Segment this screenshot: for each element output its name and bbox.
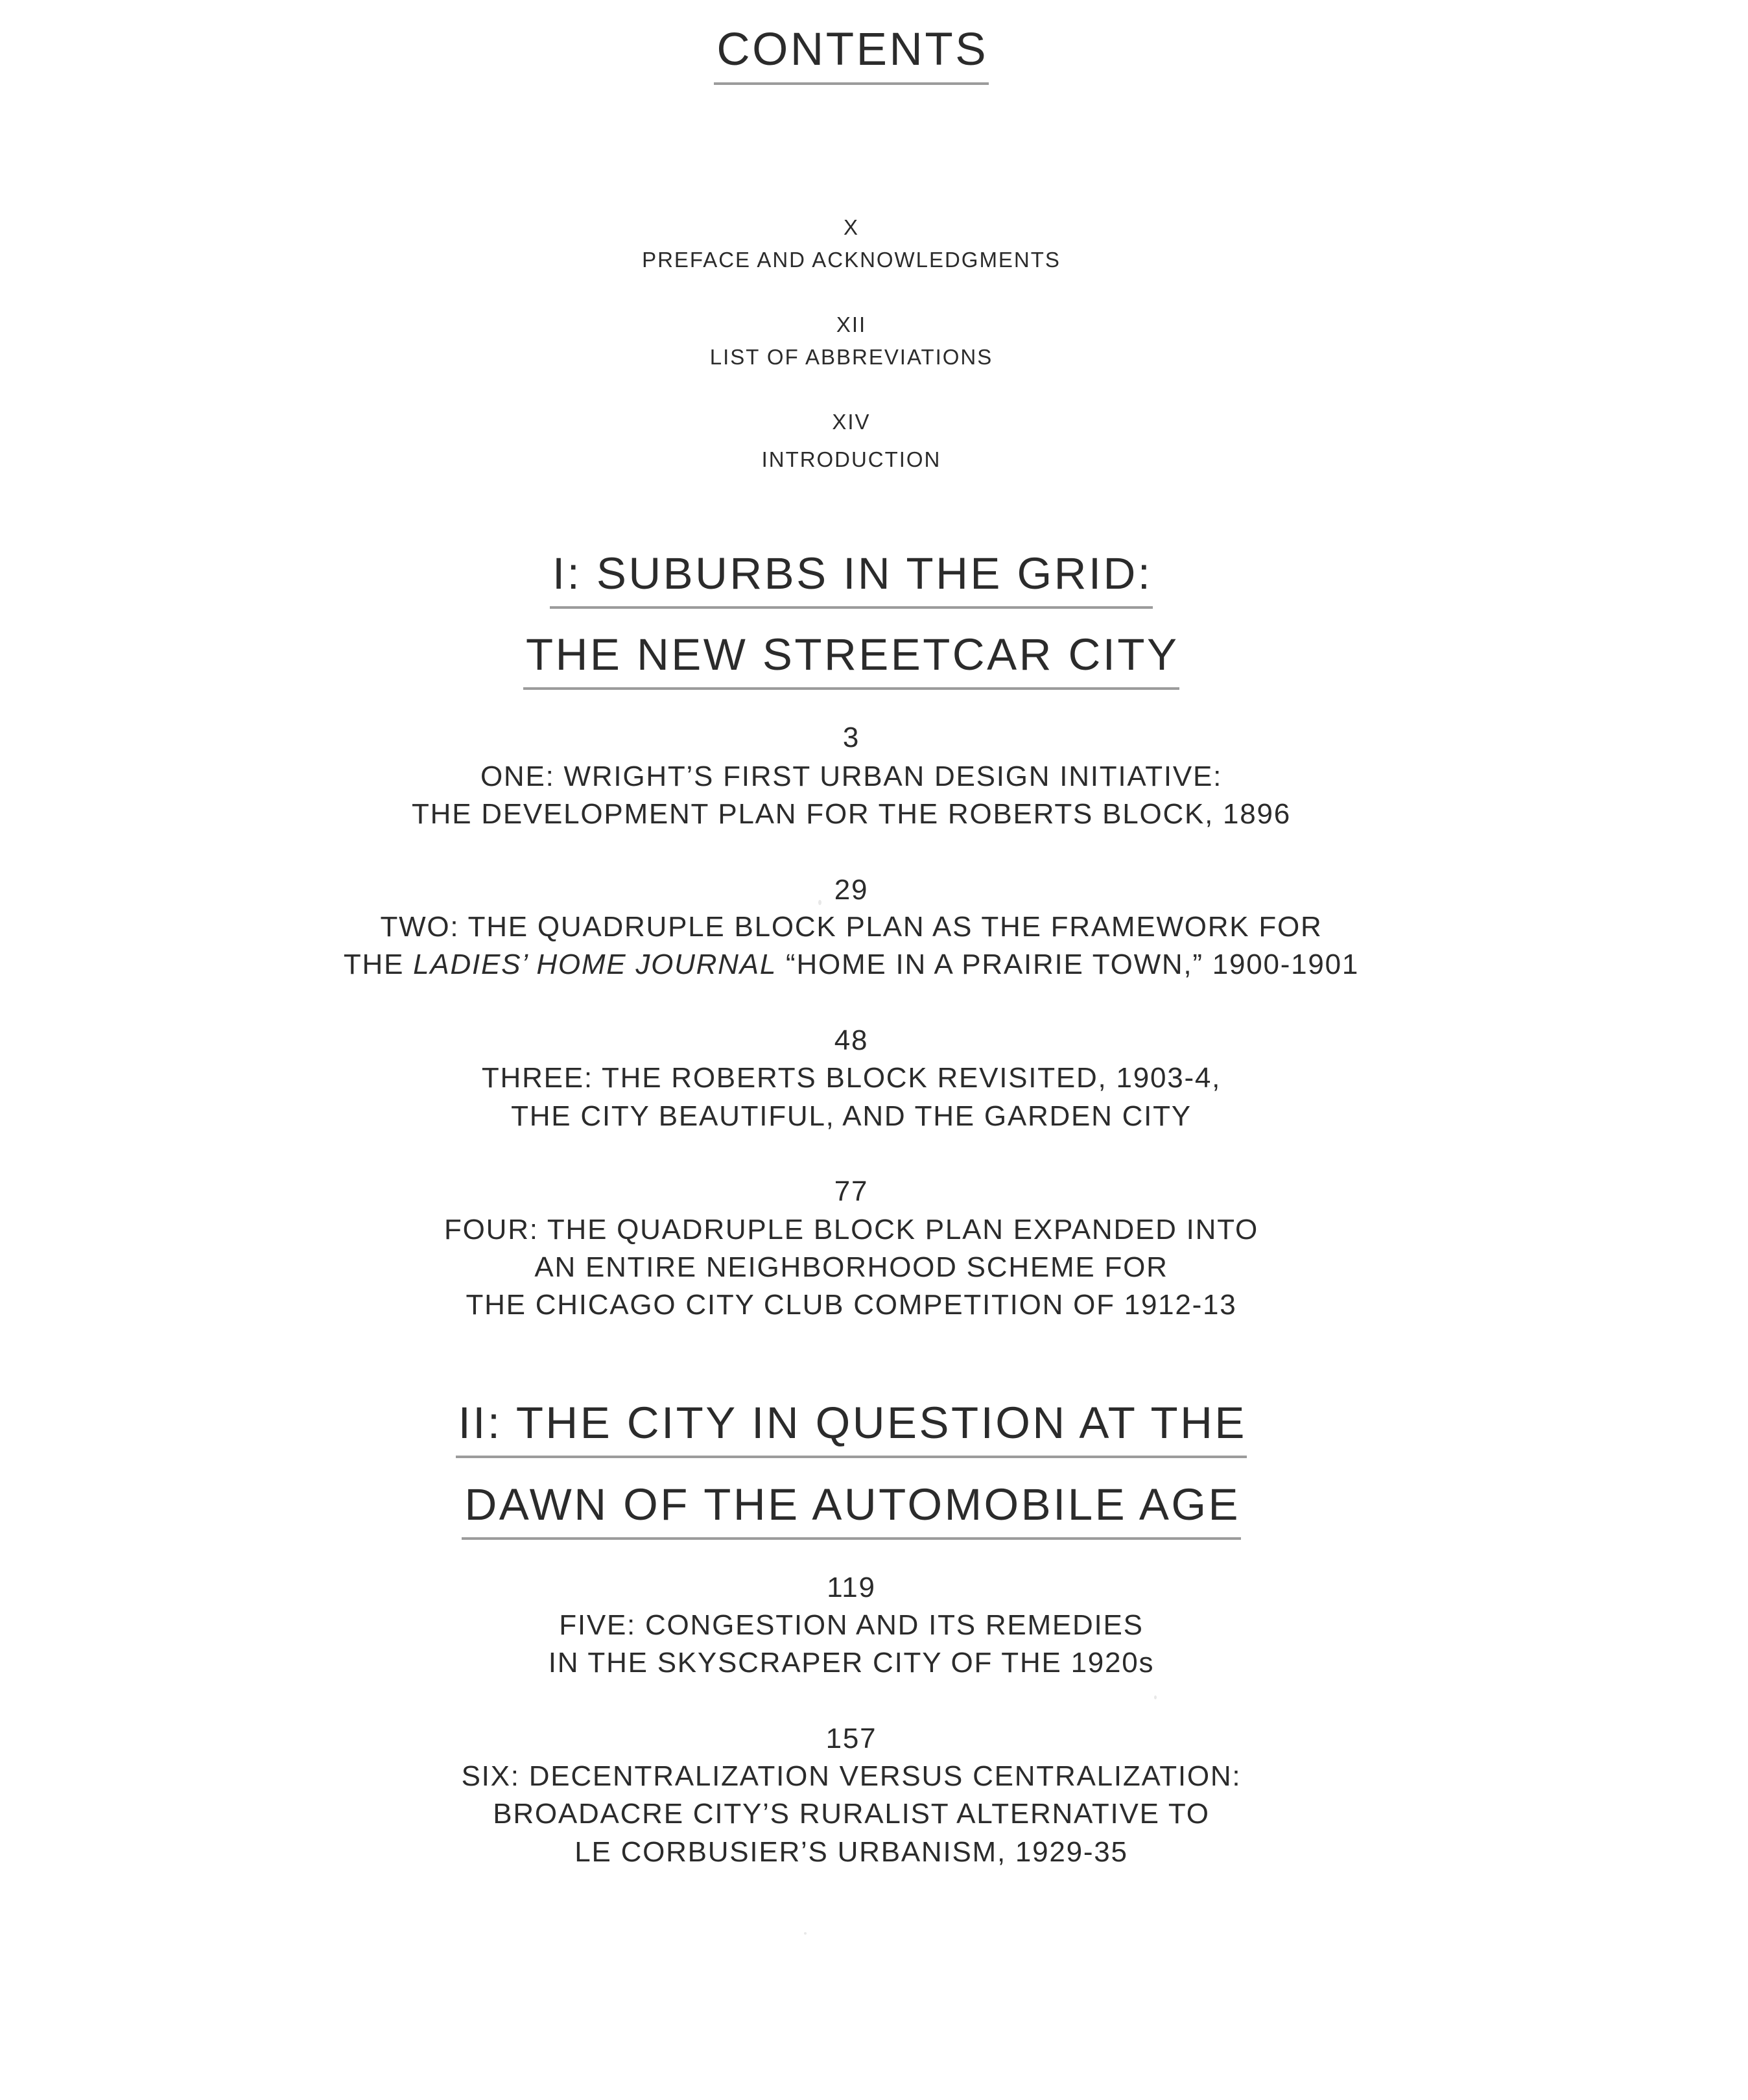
toc-entry-introduction[interactable]: INTRODUCTION: [761, 447, 941, 471]
toc-page-number: 77: [834, 1175, 869, 1207]
toc-page-number: 29: [834, 874, 869, 906]
part-two-heading-line-2[interactable]: [462, 1482, 1240, 1540]
toc-page-number: X: [844, 215, 859, 239]
toc-entry-title-line: THE DEVELOPMENT PLAN FOR THE ROBERTS BLOCK, 1896: [412, 798, 1291, 830]
toc-page-number: 157: [825, 1723, 877, 1754]
toc-entry-title-line: BROADACRE CITY’S RURALIST ALTERNATIVE TO: [493, 1798, 1210, 1830]
toc-entry-preface[interactable]: PREFACE AND ACKNOWLEDGMENTS: [642, 248, 1061, 272]
toc-page-number: XII: [836, 313, 867, 336]
part-one-heading-line-2[interactable]: [523, 632, 1179, 690]
part-heading-text: THE NEW STREETCAR CITY: [526, 630, 1179, 679]
part-heading-line: [0, 1482, 1703, 1540]
part-heading-text: DAWN OF THE AUTOMOBILE AGE: [464, 1480, 1240, 1529]
part-heading-text: II: THE CITY IN QUESTION AT THE: [458, 1398, 1247, 1448]
part-one-heading[interactable]: [550, 551, 1153, 609]
toc-page-number: 119: [827, 1572, 876, 1603]
toc-entry-title-line: FOUR: THE QUADRUPLE BLOCK PLAN EXPANDED INTO: [444, 1214, 1258, 1245]
toc-entry-title-line: TWO: THE QUADRUPLE BLOCK PLAN AS THE FRAMEWORK FOR: [380, 911, 1323, 943]
toc-page-number: XIV: [832, 410, 871, 434]
toc-entry-title-line: [0, 950, 1703, 979]
contents-title-text: CONTENTS: [716, 24, 989, 75]
toc-entry-title-line: FIVE: CONGESTION AND ITS REMEDIES: [559, 1609, 1144, 1641]
title-segment: THE: [343, 949, 414, 980]
toc-entry-title-line: THE CHICAGO CITY CLUB COMPETITION OF 1912-13: [466, 1289, 1237, 1321]
part-heading-text: I: SUBURBS IN THE GRID:: [552, 549, 1153, 598]
toc-entry-title-line: IN THE SKYSCRAPER CITY OF THE 1920s: [548, 1647, 1155, 1679]
scan-speck: [818, 900, 821, 905]
toc-entry-abbreviations[interactable]: LIST OF ABBREVIATIONS: [709, 345, 993, 369]
title-segment: “HOME IN A PRAIRIE TOWN,” 1900-1901: [777, 949, 1360, 980]
contents-title: [714, 24, 989, 85]
toc-entry-title-line: THE CITY BEAUTIFUL, AND THE GARDEN CITY: [511, 1100, 1192, 1132]
scan-speck: [804, 1932, 807, 1935]
toc-entry-title-line: AN ENTIRE NEIGHBORHOOD SCHEME FOR: [534, 1251, 1168, 1283]
part-heading-line: [0, 632, 1703, 690]
journal-title-italic: LADIES’ HOME JOURNAL: [413, 949, 777, 980]
scan-speck: [1154, 1695, 1157, 1699]
part-two-heading[interactable]: [456, 1400, 1247, 1458]
toc-entry-title-line: SIX: DECENTRALIZATION VERSUS CENTRALIZATION:: [461, 1760, 1242, 1792]
toc-entry-title-line: LE CORBUSIER’S URBANISM, 1929-35: [574, 1836, 1128, 1868]
toc-page-number: 3: [842, 722, 860, 753]
toc-entry-title-line: ONE: WRIGHT’S FIRST URBAN DESIGN INITIATIVE:: [480, 761, 1223, 792]
part-heading-line: [0, 551, 1703, 609]
toc-page-number: 48: [834, 1024, 869, 1056]
contents-title-line: [0, 24, 1703, 85]
toc-entry-title-line: THREE: THE ROBERTS BLOCK REVISITED, 1903-4,: [481, 1062, 1222, 1094]
part-heading-line: [0, 1400, 1703, 1458]
